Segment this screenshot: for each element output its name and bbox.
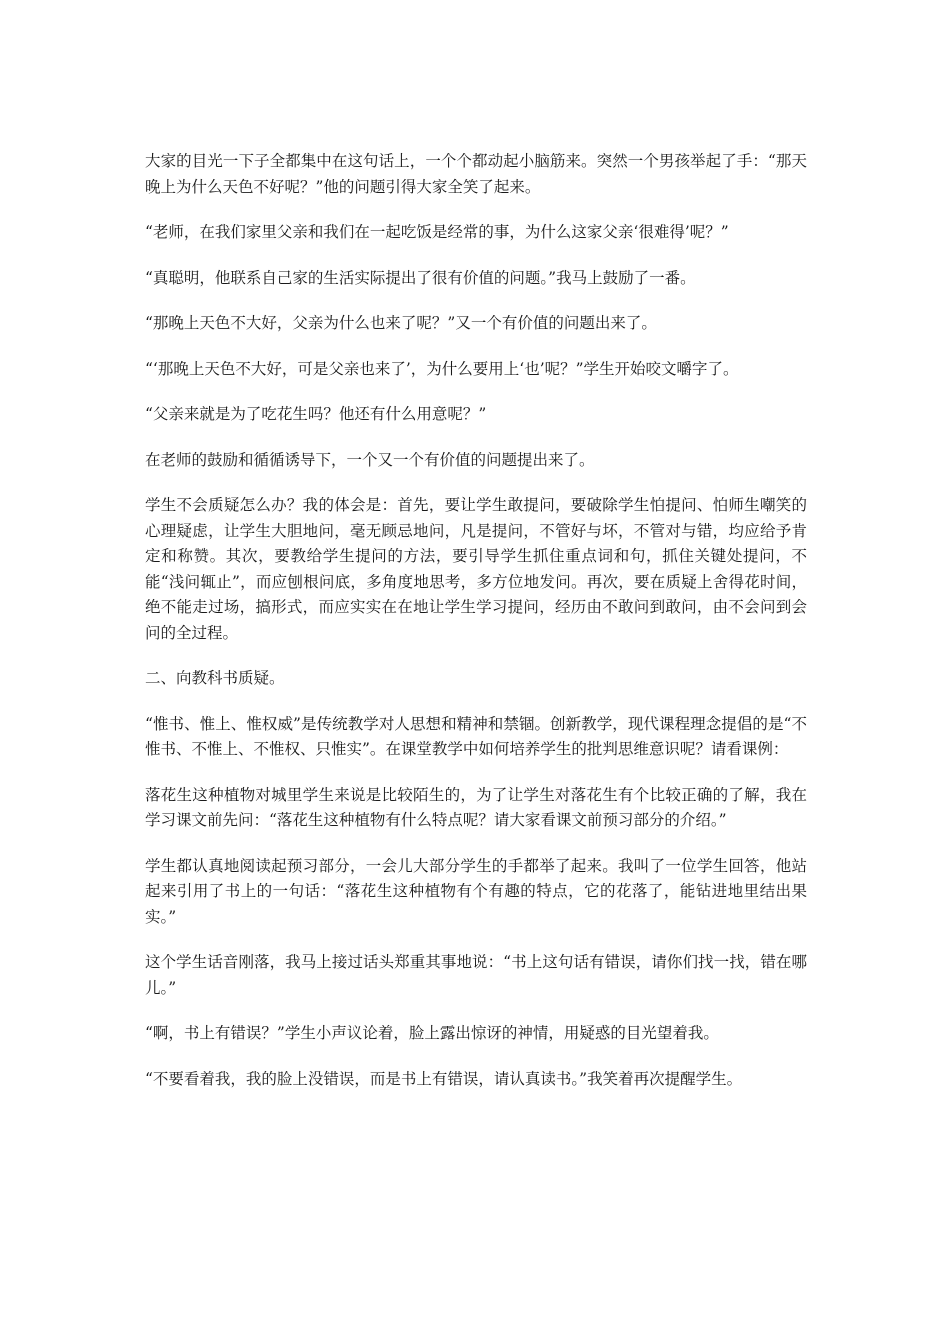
paragraph: 学生都认真地阅读起预习部分，一会儿大部分学生的手都举了起来。我叫了一位学生回答，他站起来引用了书上的一句话：“落花生这种植物有个有趣的特点，它的花落了，能钻进地里结出果实。” [145, 856, 807, 926]
paragraph: “那晚上天色不大好，父亲为什么也来了呢？”又一个有价值的问题出来了。 [145, 314, 657, 332]
paragraph: 这个学生话音刚落，我马上接过话头郑重其事地说：“书上这句话有错误，请你们找一找，错在哪儿。” [145, 953, 807, 997]
paragraph: “惟书、惟上、惟权威”是传统教学对人思想和精神和禁锢。创新教学，现代课程理念提倡的是“不惟书、不惟上、不惟权、只惟实”。在课堂教学中如何培养学生的批判思维意识呢？请看课例： [145, 714, 807, 758]
paragraph: “父亲来就是为了吃花生吗？他还有什么用意呢？” [145, 405, 487, 423]
section-heading: 二、向教科书质疑。 [145, 669, 285, 687]
paragraph: 大家的目光一下子全都集中在这句话上，一个个都动起小脑筋来。突然一个男孩举起了手：“那天晚上为什么天色不好呢？”他的问题引得大家全笑了起来。 [145, 152, 807, 196]
paragraph: 落花生这种植物对城里学生来说是比较陌生的，为了让学生对落花生有个比较正确的了解，我在学习课文前先问：“落花生这种植物有什么特点呢？请大家看课文前预习部分的介绍。” [145, 785, 807, 829]
paragraph: “‘那晚上天色不大好，可是父亲也来了’，为什么要用上‘也’呢？”学生开始咬文嚼字了。 [145, 359, 739, 378]
paragraph: “不要看着我，我的脸上没错误，而是书上有错误，请认真读书。”我笑着再次提醒学生。 [145, 1069, 743, 1088]
paragraph: 在老师的鼓励和循循诱导下，一个又一个有价值的问题提出来了。 [145, 450, 595, 469]
document-body [145, 149, 807, 1112]
paragraph: “啊，书上有错误？”学生小声议论着，脸上露出惊讶的神情，用疑惑的目光望着我。 [145, 1024, 719, 1042]
paragraph: “老师，在我们家里父亲和我们在一起吃饭是经常的事，为什么这家父亲‘很难得’呢？” [145, 223, 729, 241]
paragraph: 学生不会质疑怎么办？我的体会是：首先，要让学生敢提问，要破除学生怕提问、怕师生嘲笑的心理疑虑，让学生大胆地问，毫无顾忌地问，凡是提问，不管好与坏，不管对与错，均应给予肯定和称赞。其次，要教给学生提问的方法，要引导学生抓住重点词和句，抓住关键处提问，不能“浅问辄止”，而应刨根问底，多角度地思考，多方位地发问。再次，要在质疑上舍得花时间，绝不能走过场，搞形式，而应实实在在地让学生学习提问，经历由不敢问到敢问，由不会问到会问的全过程。 [145, 496, 807, 642]
paragraph: “真聪明，他联系自己家的生活实际提出了很有价值的问题。”我马上鼓励了一番。 [145, 268, 696, 287]
